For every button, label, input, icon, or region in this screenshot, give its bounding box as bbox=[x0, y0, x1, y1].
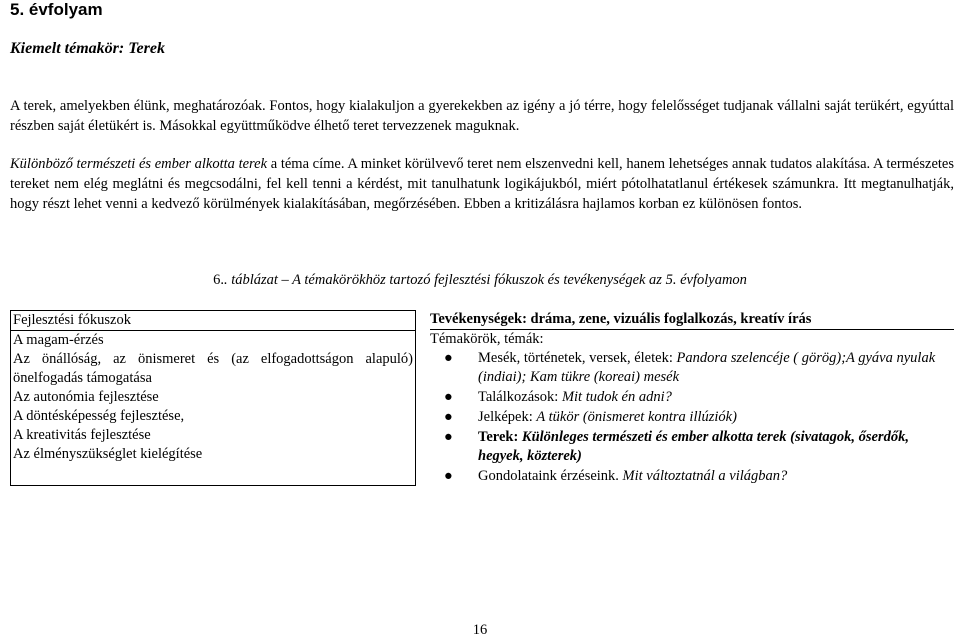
focus-column-header: Fejlesztési fókuszok bbox=[11, 311, 415, 331]
list-item-detail: Különleges természeti és ember alkotta terek (sivatagok, őserdők, hegyek, közterek) bbox=[478, 429, 909, 464]
list-item-detail: Pandora szelencéje ( görög);A gyáva nyulak (indiai); Kam tükre (koreai) mesék bbox=[478, 350, 936, 385]
focus-item: A magam-érzés bbox=[13, 332, 104, 348]
bullet-icon: ● bbox=[444, 429, 453, 445]
table-caption bbox=[0, 272, 960, 289]
list-item bbox=[430, 467, 954, 486]
focus-item: A kreativitás fejlesztése bbox=[13, 427, 151, 443]
list-item bbox=[430, 408, 954, 427]
list-item-label: Jelképek: bbox=[478, 409, 537, 425]
activities-column bbox=[430, 310, 954, 487]
list-item bbox=[430, 349, 954, 387]
list-item-label: Terek: bbox=[478, 429, 522, 445]
topics-label: Témakörök, témák: bbox=[430, 331, 544, 347]
topic-subheading: Kiemelt témakör: Terek bbox=[10, 40, 165, 57]
page-heading: 5. évfolyam bbox=[10, 0, 103, 19]
list-item bbox=[430, 388, 954, 407]
table-caption-text: . táblázat – A témakörökhöz tartozó fejlesztési fókuszok és tevékenységek az 5. évfolyamon bbox=[223, 272, 747, 288]
theme-paragraph bbox=[10, 154, 954, 214]
focus-item-continued: önelfogadás támogatása bbox=[13, 370, 152, 386]
list-item-detail: Mit tudok én adni? bbox=[561, 389, 672, 405]
bullet-icon: ● bbox=[444, 409, 453, 425]
table-caption-number: 6. bbox=[213, 272, 224, 288]
list-item-detail: Mit változtatnál a világban? bbox=[622, 468, 788, 484]
bullet-icon: ● bbox=[444, 468, 453, 484]
theme-title: Különböző természeti és ember alkotta terek bbox=[10, 156, 268, 172]
bullet-icon: ● bbox=[444, 350, 453, 366]
page-number: 16 bbox=[472, 622, 488, 638]
bullet-icon: ● bbox=[444, 389, 453, 405]
list-item-label: Gondolataink érzéseink. bbox=[478, 468, 623, 484]
focus-item: Az élményszükséglet kielégítése bbox=[13, 446, 203, 462]
focus-item: Az autonómia fejlesztése bbox=[13, 389, 159, 405]
intro-paragraph: A terek, amelyekben élünk, meghatározóak. Fontos, hogy kialakuljon a gyerekekben az igény a jó térre, hogy felelősséget tudjanak vállalni saját terükért, egyúttal részben saját életükért is. Másokkal együttműködve élhető teret tervezzenek maguknak. bbox=[10, 98, 954, 134]
list-item-label: Mesék, történetek, versek, életek: bbox=[478, 350, 677, 366]
focus-item: Az önállóság, az önismeret és (az elfogadottságon alapuló) bbox=[13, 351, 413, 367]
focus-column bbox=[10, 310, 416, 486]
focus-item: A döntésképesség fejlesztése, bbox=[13, 408, 185, 424]
list-item-detail: A tükör (önismeret kontra illúziók) bbox=[536, 409, 737, 425]
activities-column-header: Tevékenységek: dráma, zene, vizuális foglalkozás, kreatív írás bbox=[430, 310, 954, 330]
topics-list bbox=[430, 349, 954, 486]
theme-paragraph-text: a téma címe. A minket körülvevő teret nem elszenvedni kell, hanem lehetséges annak tudatos alakítása. A természetes tereket nem elég meglátni és megcsodálni, fel kell tenni a kérdést, mit tanulhatunk logikájukból, miért pótolhatatlanul értékesek számunkra. Itt megtanulhatják, hogy részt lehet venni a kedvező körülmények kialakításában, megőrzésében. Ebben a kritizálásra hajlamos korban ez különösen fontos. bbox=[10, 156, 954, 212]
list-item bbox=[430, 428, 954, 466]
list-item-label: Találkozások: bbox=[478, 389, 562, 405]
